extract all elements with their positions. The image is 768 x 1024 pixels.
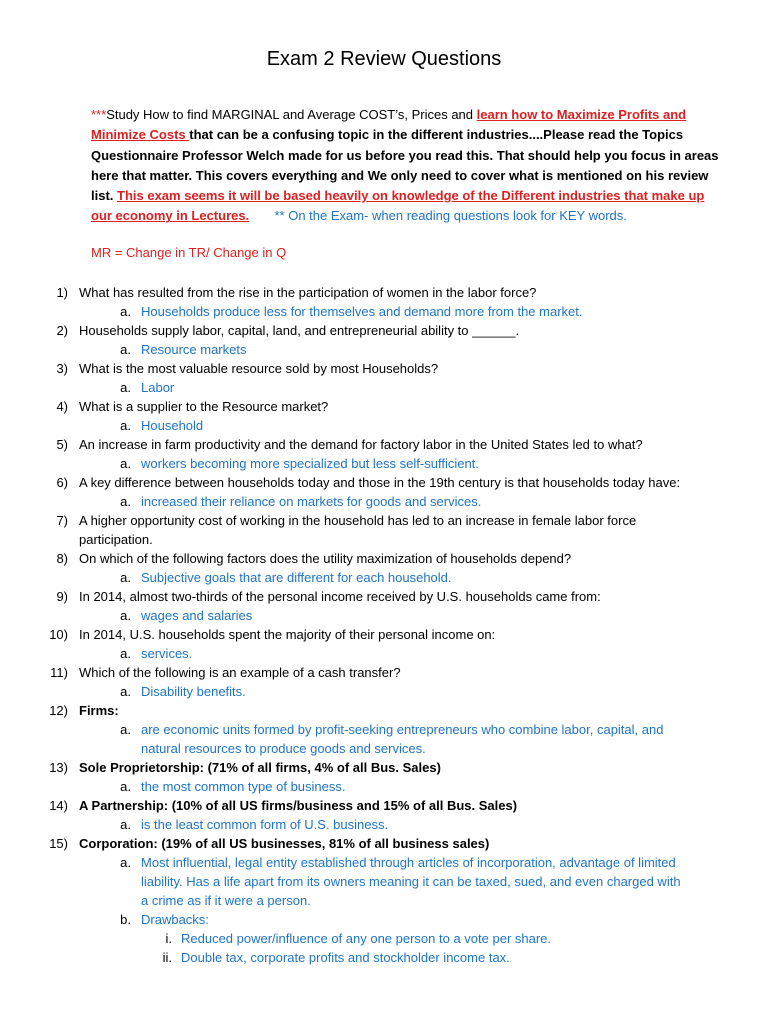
intro-text-1: Study How to find MARGINAL and Average COST’s, Prices and	[106, 107, 477, 122]
answer-9: a. wages and salaries	[120, 608, 253, 623]
answer-2: a. Resource markets	[120, 342, 247, 357]
answer-11: a. Disability benefits.	[120, 684, 246, 699]
intro-text-2: that can be a confusing topic in the different industries....Please read the Topics Questionnaire Professor Welch made for us before you read this. That should help you focus in areas here that matter. This covers everything and We only need to cover what is mentioned on his review list.	[91, 127, 719, 204]
answer-3: a. Labor	[120, 380, 175, 395]
intro-paragraph	[91, 105, 723, 227]
question-6: 6) A key difference between households today and those in the 19th century is that households today have:	[56, 475, 681, 490]
question-15: 15) Corporation: (19% of all US businesses, 81% of all business sales)	[49, 836, 490, 851]
answer-15-b-i: i. Reduced power/influence of any one person to a vote per share.	[165, 931, 552, 946]
answer-5: a. workers becoming more specialized but less self-sufficient.	[120, 456, 479, 471]
answer-14: a. is the least common form of U.S. business.	[120, 817, 389, 832]
question-8: 8) On which of the following factors does the utility maximization of households depend?	[56, 551, 572, 566]
answer-13: a. the most common type of business.	[120, 779, 346, 794]
answer-15-b-ii: ii. Double tax, corporate profits and stockholder income tax.	[162, 950, 510, 965]
answer-15: a. Most influential, legal entity established through articles of incorporation, advantage of limited	[120, 855, 676, 870]
question-7: 7) A higher opportunity cost of working in the household has led to an increase in female labor force	[56, 513, 637, 528]
answer-12: a. are economic units formed by profit-seeking entrepreneurs who combine labor, capital, and	[120, 722, 664, 737]
question-7-cont: participation.	[79, 532, 153, 547]
question-1: 1) What has resulted from the rise in the participation of women in the labor force?	[56, 285, 537, 300]
answer-4: a. Household	[120, 418, 204, 433]
question-4: 4) What is a supplier to the Resource market?	[56, 399, 329, 414]
question-9: 9) In 2014, almost two-thirds of the personal income received by U.S. households came from:	[56, 589, 601, 604]
answer-8: a. Subjective goals that are different for each household.	[120, 570, 452, 585]
question-10: 10) In 2014, U.S. households spent the majority of their personal income on:	[49, 627, 496, 642]
question-3: 3) What is the most valuable resource sold by most Households?	[56, 361, 439, 376]
question-11: 11) Which of the following is an example of a cash transfer?	[50, 665, 401, 680]
answer-15-cont-1: liability. Has a life apart from its owners meaning it can be taxed, sued, and even charged with	[141, 874, 681, 889]
intro-note: ** On the Exam- when reading questions look for KEY words.	[274, 208, 627, 224]
answer-10: a. services.	[120, 646, 193, 661]
answer-12-cont: natural resources to produce goods and services.	[141, 741, 426, 756]
page-title: Exam 2 Review Questions	[266, 48, 502, 70]
answer-6: a. increased their reliance on markets for goods and services.	[120, 494, 482, 509]
answer-15-cont-2: a crime as if it were a person.	[141, 893, 311, 908]
question-5: 5) An increase in farm productivity and the demand for factory labor in the United States led to what?	[56, 437, 643, 452]
question-13: 13) Sole Proprietorship: (71% of all firms, 4% of all Bus. Sales)	[49, 760, 441, 775]
answer-1: a. Households produce less for themselves and demand more from the market.	[120, 304, 583, 319]
intro-highlight-1: learn how to Maximize Profits and Minimize Costs	[91, 107, 687, 143]
question-2: 2) Households supply labor, capital, land, and entrepreneurial ability to ______.	[56, 323, 520, 338]
intro-highlight-2: This exam seems it will be based heavily on knowledge of the Different industries that make up our economy in Lectures.	[91, 188, 705, 224]
question-12: 12) Firms:	[49, 703, 119, 718]
formula-line: MR = Change in TR/ Change in Q	[91, 245, 287, 260]
answer-15-b: b. Drawbacks:	[120, 912, 209, 927]
question-list	[0, 283, 768, 967]
question-14: 14) A Partnership: (10% of all US firms/business and 15% of all Bus. Sales)	[49, 798, 518, 813]
intro-stars: ***	[91, 107, 107, 122]
